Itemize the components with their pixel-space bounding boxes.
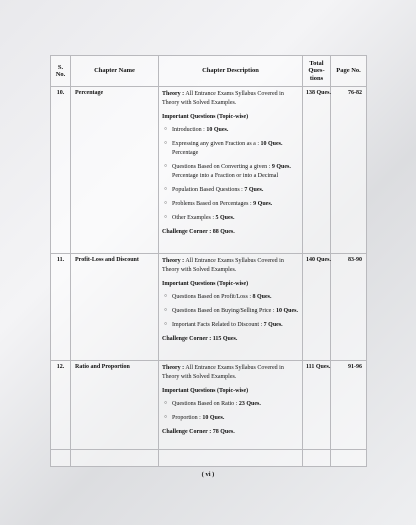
bullet-icon: ○	[164, 214, 168, 220]
theory-line	[162, 364, 299, 383]
table-row	[51, 87, 367, 254]
header-chapter-name: Chapter Name	[71, 56, 159, 87]
topic-list	[162, 126, 299, 223]
important-questions-heading: Important Questions (Topic-wise)	[162, 387, 249, 394]
bullet-icon: ○	[164, 400, 168, 406]
row-total-questions: 111 Ques.	[303, 361, 331, 450]
challenge-corner: Challenge Corner : 78 Ques.	[162, 428, 235, 435]
bullet-icon: ○	[164, 140, 168, 146]
important-questions-heading: Important Questions (Topic-wise)	[162, 113, 249, 120]
topic-count: 9 Ques.	[253, 200, 273, 207]
topic-item	[162, 414, 299, 423]
topic-item	[162, 200, 299, 209]
contents-table	[50, 55, 367, 467]
theory-text: All Entrance Exams Syllabus Covered in Theory with Solved Examples.	[162, 258, 284, 274]
row-chapter-name: Ratio and Proportion	[71, 361, 159, 450]
table-row	[51, 361, 367, 450]
topic-count: 10 Ques.	[202, 414, 225, 421]
topic-count: 9 Ques.	[271, 163, 291, 170]
header-page-no: Page No.	[331, 56, 367, 87]
topic-text-cont: Percentage	[172, 149, 199, 156]
topic-list	[162, 400, 299, 423]
page-number: ( vi )	[201, 471, 215, 478]
topic-item	[162, 293, 299, 302]
important-questions-heading: Important Questions (Topic-wise)	[162, 280, 249, 287]
topic-text: Important Facts Related to Discount :	[172, 321, 264, 328]
topic-count: 10 Ques.	[276, 307, 299, 314]
topic-item	[162, 126, 299, 135]
header-chapter-description: Chapter Description	[159, 56, 303, 87]
topic-item	[162, 163, 299, 181]
topic-count: 7 Ques.	[263, 321, 283, 328]
row-total-questions: 138 Ques.	[303, 87, 331, 254]
bullet-icon: ○	[164, 414, 168, 420]
empty-cell	[159, 450, 303, 467]
topic-item	[162, 140, 299, 158]
topic-text: Problems Based on Percentages :	[172, 200, 254, 207]
topic-item	[162, 321, 299, 330]
topic-item	[162, 214, 299, 223]
theory-label: Theory :	[162, 365, 185, 371]
topic-count: 8 Ques.	[252, 293, 272, 300]
row-sno: 12.	[51, 361, 71, 450]
challenge-corner: Challenge Corner : 115 Ques.	[162, 335, 238, 342]
row-page-range: 91-96	[331, 361, 367, 450]
row-page-range: 83-90	[331, 254, 367, 361]
topic-count: 5 Ques.	[215, 214, 235, 221]
empty-cell	[51, 450, 71, 467]
table-header-row	[51, 56, 367, 87]
topic-text: Population Based Questions :	[172, 186, 245, 193]
topic-count: 23 Ques.	[238, 400, 261, 407]
row-sno: 11.	[51, 254, 71, 361]
topic-text: Questions Based on Profit/Loss :	[172, 293, 253, 300]
theory-text: All Entrance Exams Syllabus Covered in Theory with Solved Examples.	[162, 365, 284, 381]
topic-list	[162, 293, 299, 330]
topic-item	[162, 307, 299, 316]
empty-cell	[71, 450, 159, 467]
topic-text: Questions Based on Ratio :	[172, 400, 239, 407]
topic-text: Questions Based on Buying/Selling Price :	[172, 307, 276, 314]
theory-line	[162, 90, 299, 109]
topic-text: Other Examples :	[172, 214, 216, 221]
bullet-icon: ○	[164, 200, 168, 206]
row-total-questions: 140 Ques.	[303, 254, 331, 361]
topic-text: Questions Based on Converting a given :	[172, 163, 272, 170]
challenge-corner: Challenge Corner : 88 Ques.	[162, 228, 235, 235]
bullet-icon: ○	[164, 293, 168, 299]
theory-line	[162, 257, 299, 276]
row-chapter-name: Profit-Loss and Discount	[71, 254, 159, 361]
table-row-empty	[51, 450, 367, 467]
table-row	[51, 254, 367, 361]
row-description	[159, 361, 303, 450]
row-page-range: 76-82	[331, 87, 367, 254]
topic-text: Expressing any given Fraction as a :	[172, 140, 261, 147]
theory-label: Theory :	[162, 91, 185, 97]
bullet-icon: ○	[164, 321, 168, 327]
topic-text-cont: Percentage into a Fraction or into a Decimal	[172, 172, 279, 179]
empty-cell	[303, 450, 331, 467]
theory-text: All Entrance Exams Syllabus Covered in Theory with Solved Examples.	[162, 91, 284, 107]
bullet-icon: ○	[164, 186, 168, 192]
bullet-icon: ○	[164, 163, 168, 169]
topic-count: 10 Ques.	[206, 126, 229, 133]
header-total-questions: Total Ques- tions	[303, 56, 331, 87]
empty-cell	[331, 450, 367, 467]
row-description	[159, 87, 303, 254]
row-chapter-name: Percentage	[71, 87, 159, 254]
topic-text: Proportion :	[172, 414, 203, 421]
topic-item	[162, 186, 299, 195]
table-body	[51, 87, 367, 467]
header-sno: S. No.	[51, 56, 71, 87]
topic-count: 7 Ques.	[244, 186, 264, 193]
row-sno: 10.	[51, 87, 71, 254]
topic-item	[162, 400, 299, 409]
bullet-icon: ○	[164, 126, 168, 132]
topic-text: Introduction :	[172, 126, 207, 133]
row-description	[159, 254, 303, 361]
topic-count: 10 Ques.	[260, 140, 283, 147]
theory-label: Theory :	[162, 258, 185, 264]
bullet-icon: ○	[164, 307, 168, 313]
